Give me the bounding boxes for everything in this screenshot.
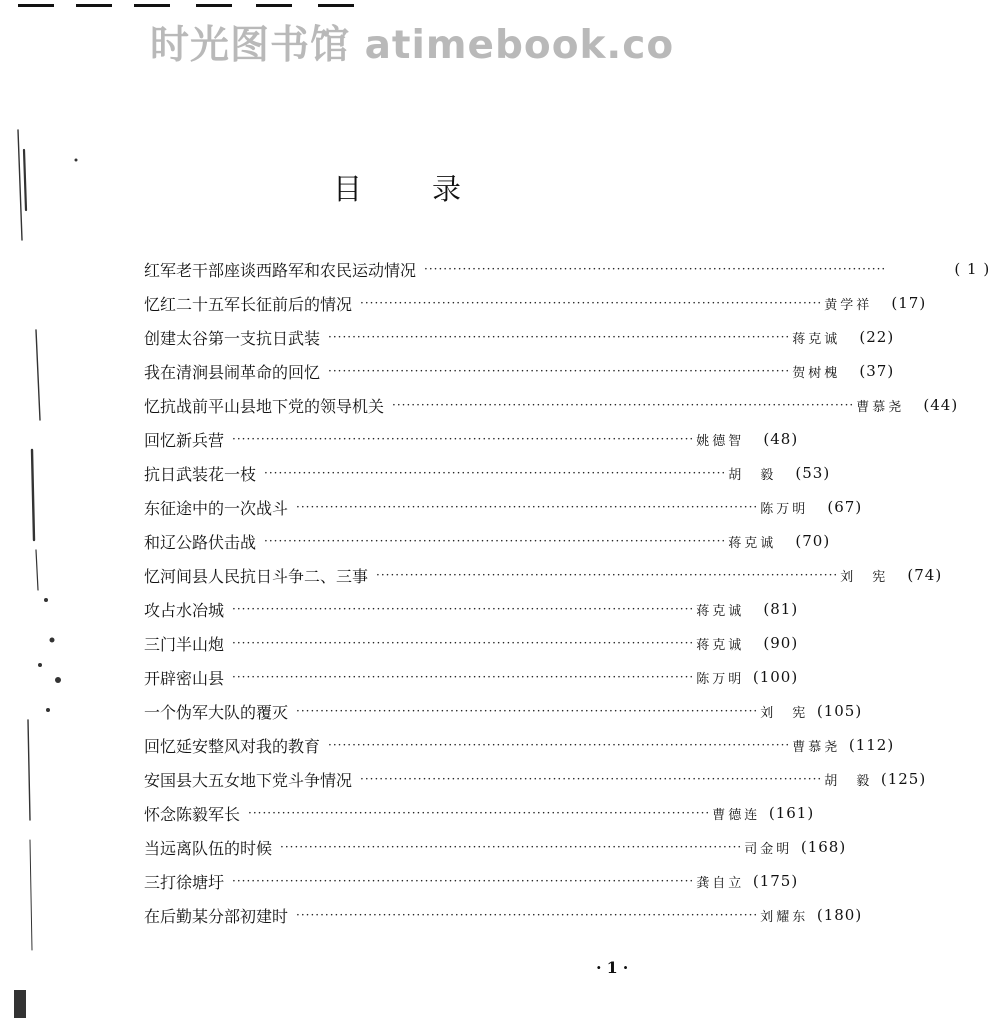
toc-entry-author: 贺树槐 xyxy=(792,365,841,381)
toc-entry[interactable] xyxy=(144,490,863,524)
toc-entry-author: 曹慕尧 xyxy=(856,399,905,415)
toc-entry-page: (81) xyxy=(763,600,799,618)
toc-entry-title: 三打徐塘圩 xyxy=(144,872,225,892)
toc-entry[interactable] xyxy=(144,898,863,932)
dot-leader: ································································································ xyxy=(232,602,695,616)
toc-entry-title: 忆红二十五军长征前后的情况 xyxy=(144,294,353,314)
toc-entry-author: 姚德智 xyxy=(696,433,745,449)
toc-entry-title: 回忆新兵营 xyxy=(144,430,225,450)
toc-entry-page: (90) xyxy=(763,634,799,652)
dot-leader: ································································································ xyxy=(296,704,759,718)
toc-entry[interactable] xyxy=(144,558,943,592)
toc-entry-page: (37) xyxy=(859,362,895,380)
dot-leader: ································································································ xyxy=(264,466,727,480)
dot-leader: ································································································ xyxy=(296,908,759,922)
toc-entry-title: 当远离队伍的时候 xyxy=(144,838,273,858)
toc-entry[interactable] xyxy=(144,524,831,558)
toc-entry-author: 蒋克诚 xyxy=(696,603,745,619)
toc-entry-author: 司金明 xyxy=(744,841,793,857)
toc-entry-title: 攻占水冶城 xyxy=(144,600,225,620)
toc-entry-author: 刘 宪 xyxy=(840,569,889,585)
dot-leader: ································································································ xyxy=(232,432,695,446)
toc-entry-author: 曹慕尧 xyxy=(792,739,841,755)
toc-entry[interactable] xyxy=(144,830,847,864)
toc-entry-page: (48) xyxy=(763,430,799,448)
toc-entry-title: 怀念陈毅军长 xyxy=(144,804,241,824)
toc-entry-author: 刘 宪 xyxy=(760,705,809,721)
toc-entry-title: 创建太谷第一支抗日武装 xyxy=(144,328,321,348)
toc-entry-author: 胡 毅 xyxy=(728,467,777,483)
toc-entry[interactable] xyxy=(144,864,799,898)
toc-entry-title: 忆抗战前平山县地下党的领导机关 xyxy=(144,396,385,416)
toc-entry[interactable] xyxy=(144,762,927,796)
toc-entry-page: (74) xyxy=(907,566,943,584)
dot-leader: ································································································ xyxy=(360,296,823,310)
dot-leader: ································································································ xyxy=(296,500,759,514)
toc-entry[interactable] xyxy=(144,660,799,694)
toc-entry-page: (22) xyxy=(859,328,895,346)
toc-entry-page: (180) xyxy=(816,906,863,924)
dot-leader: ································································································ xyxy=(232,670,695,684)
toc-entry-title: 东征途中的一次战斗 xyxy=(144,498,289,518)
toc-entry-author: 胡 毅 xyxy=(824,773,873,789)
page-number-value: 1 xyxy=(606,958,623,977)
toc-entry[interactable] xyxy=(144,592,799,626)
toc-entry-title: 在后勤某分部初建时 xyxy=(144,906,289,926)
scan-binding-edge xyxy=(0,120,70,1024)
toc-entry-author: 黄学祥 xyxy=(824,297,873,313)
toc-entry-page: (161) xyxy=(768,804,815,822)
toc-entry-page: ( 1 ) xyxy=(954,260,990,278)
toc-entry-author: 陈万明 xyxy=(696,671,745,687)
toc-entry-author: 曹德连 xyxy=(712,807,761,823)
toc-entry-title: 回忆延安整风对我的教育 xyxy=(144,736,321,756)
toc-entry-author: 龚自立 xyxy=(696,875,745,891)
dot-leader: ································································································ xyxy=(424,262,887,276)
top-edge-dashes xyxy=(18,0,378,14)
dot-leader: ································································································ xyxy=(328,330,791,344)
table-of-contents xyxy=(144,252,990,932)
toc-entry-title: 一个伪军大队的覆灭 xyxy=(144,702,289,722)
toc-entry[interactable] xyxy=(144,252,990,286)
dot-leader: ································································································ xyxy=(360,772,823,786)
dot-leader: ································································································ xyxy=(328,364,791,378)
toc-entry-page: (67) xyxy=(827,498,863,516)
toc-entry-title: 和辽公路伏击战 xyxy=(144,532,257,552)
toc-entry[interactable] xyxy=(144,728,895,762)
toc-entry-page: (112) xyxy=(848,736,895,754)
toc-entry-author: 蒋克诚 xyxy=(696,637,745,653)
toc-entry[interactable] xyxy=(144,286,927,320)
site-watermark: 时光图书馆 atimebook.co xyxy=(150,23,675,68)
toc-entry-page: (17) xyxy=(891,294,927,312)
toc-entry-page: (100) xyxy=(752,668,799,686)
toc-entry-page: (168) xyxy=(800,838,847,856)
toc-entry[interactable] xyxy=(144,388,959,422)
dot-leader: ································································································ xyxy=(280,840,743,854)
toc-entry-author: 蒋克诚 xyxy=(728,535,777,551)
toc-entry[interactable] xyxy=(144,694,863,728)
toc-entry-title: 忆河间县人民抗日斗争二、三事 xyxy=(144,566,369,586)
toc-entry-page: (44) xyxy=(923,396,959,414)
toc-entry-author: 刘耀东 xyxy=(760,909,809,925)
toc-entry[interactable] xyxy=(144,320,895,354)
toc-entry-page: (125) xyxy=(880,770,927,788)
toc-entry-title: 抗日武装花一枝 xyxy=(144,464,257,484)
dot-leader: ································································································ xyxy=(328,738,791,752)
toc-entry[interactable] xyxy=(144,422,799,456)
dot-leader: ································································································ xyxy=(376,568,839,582)
toc-entry-page: (53) xyxy=(795,464,831,482)
toc-entry-page: (105) xyxy=(816,702,863,720)
toc-entry-author: 蒋克诚 xyxy=(792,331,841,347)
toc-entry-title: 我在清涧县闹革命的回忆 xyxy=(144,362,321,382)
dot-leader: ································································································ xyxy=(232,874,695,888)
toc-entry[interactable] xyxy=(144,354,895,388)
toc-entry-title: 安国县大五女地下党斗争情况 xyxy=(144,770,353,790)
toc-entry-title: 三门半山炮 xyxy=(144,634,225,654)
page-title: 目录 xyxy=(333,172,532,206)
toc-entry[interactable] xyxy=(144,456,831,490)
dot-leader: ································································································ xyxy=(392,398,855,412)
toc-entry-author: 陈万明 xyxy=(760,501,809,517)
dot-leader: ································································································ xyxy=(264,534,727,548)
toc-entry[interactable] xyxy=(144,626,799,660)
dot-leader: ································································································ xyxy=(248,806,711,820)
toc-entry-title: 红军老干部座谈西路军和农民运动情况 xyxy=(144,260,417,280)
dot-leader: ································································································ xyxy=(232,636,695,650)
page-number: ·1· xyxy=(596,958,634,977)
toc-entry[interactable] xyxy=(144,796,815,830)
toc-entry-page: (175) xyxy=(752,872,799,890)
toc-entry-title: 开辟密山县 xyxy=(144,668,225,688)
toc-entry-page: (70) xyxy=(795,532,831,550)
